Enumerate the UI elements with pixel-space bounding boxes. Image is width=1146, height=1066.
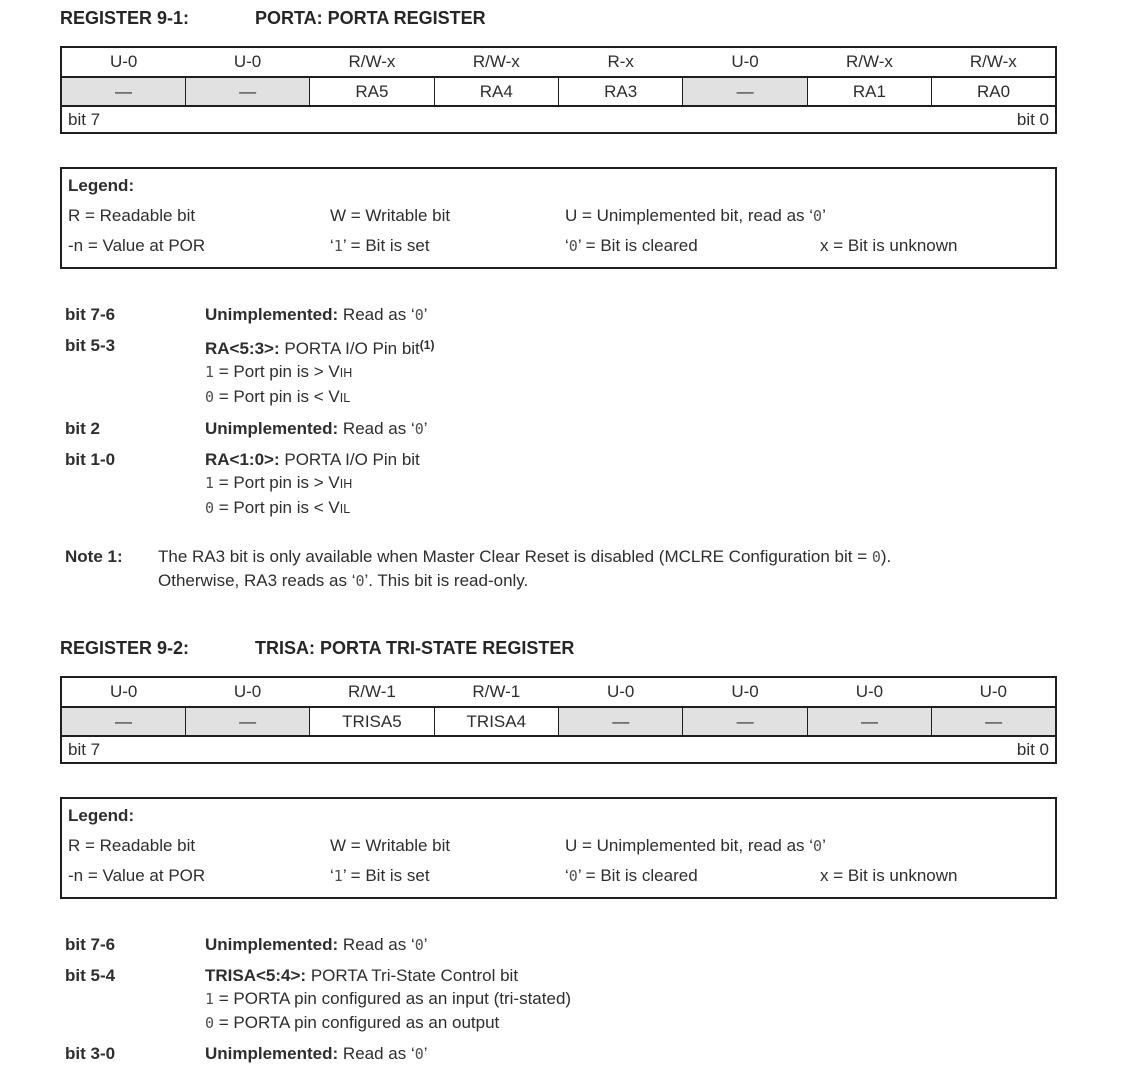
register-number: REGISTER 9-2: — [60, 638, 190, 658]
bit-value-line: 0 = PORTA pin configured as an output — [205, 1013, 500, 1032]
bit-value-line: 1 = Port pin is > VIH — [205, 362, 353, 381]
bit-range-row — [61, 736, 1056, 763]
bit-definition — [205, 334, 434, 410]
register-number: REGISTER 9-1: — [60, 8, 190, 28]
access-type-cell: R/W-1 — [310, 677, 434, 707]
bit-description-row — [60, 448, 1059, 521]
access-type-cell: U-0 — [185, 47, 309, 77]
bit-descriptions-9-1 — [60, 303, 1059, 521]
bit-name-cell: — — [61, 707, 185, 736]
msb-label: bit 7 — [68, 739, 101, 759]
bit-definition: Unimplemented: Read as ‘0’ — [205, 935, 428, 954]
bit-value-line: 0 = Port pin is < VIL — [205, 498, 351, 517]
legend-por: -n = Value at POR — [68, 866, 206, 885]
access-type-cell: U-0 — [683, 677, 807, 707]
legend-writable: W = Writable bit — [330, 206, 451, 225]
bit-description-row — [60, 334, 1059, 410]
bit-name-cell: — — [683, 707, 807, 736]
access-type-cell: R/W-1 — [434, 677, 558, 707]
bit-name-cell: TRISA5 — [310, 707, 434, 736]
bit-description-row — [60, 964, 1059, 1035]
bit-range: bit 5-4 — [65, 966, 116, 985]
register-9-1-bit-table — [60, 46, 1057, 134]
access-type-cell: U-0 — [932, 677, 1056, 707]
bit-name-cell: — — [185, 707, 309, 736]
access-type-cell: R/W-x — [310, 47, 434, 77]
bit-range: bit 3-0 — [65, 1044, 116, 1063]
legend-box-9-1 — [60, 167, 1057, 269]
legend-title: Legend: — [68, 806, 135, 825]
bit-range: bit 5-3 — [65, 336, 116, 355]
bit-range: bit 7-6 — [65, 305, 116, 324]
access-type-row — [61, 677, 1056, 707]
access-type-cell: U-0 — [61, 677, 185, 707]
register-9-1-heading — [60, 8, 1059, 29]
bit-name-cell: RA4 — [434, 77, 558, 106]
bit-range: bit 1-0 — [65, 450, 116, 469]
legend-unimplemented: U = Unimplemented bit, read as ‘0’ — [565, 836, 826, 855]
legend-title: Legend: — [68, 176, 135, 195]
bit-name-cell: — — [559, 707, 683, 736]
note-block — [60, 545, 1059, 593]
bit-definition — [205, 448, 420, 521]
legend-readable: R = Readable bit — [68, 836, 196, 855]
bit-name-cell: TRISA4 — [434, 707, 558, 736]
legend-readable: R = Readable bit — [68, 206, 196, 225]
msb-label: bit 7 — [68, 109, 101, 129]
bit-definition-name-line: RA<5:3>: PORTA I/O Pin bit$^{(1)}$ — [205, 338, 435, 358]
access-type-cell: R/W-x — [434, 47, 558, 77]
bit-name-cell: — — [807, 707, 931, 736]
access-type-cell: U-0 — [559, 677, 683, 707]
bit-name-cell: — — [185, 77, 309, 106]
access-type-cell: U-0 — [683, 47, 807, 77]
note-reference: (1) — [419, 338, 435, 352]
bit-value-line: 1 = PORTA pin configured as an input (tri-stated) — [205, 989, 572, 1008]
bit-description-row — [60, 1042, 1059, 1066]
bit-description-row — [60, 303, 1059, 327]
bit-name-cell: — — [683, 77, 807, 106]
legend-bit-unknown: x = Bit is unknown — [820, 866, 958, 885]
legend-bit-cleared: ‘0’ = Bit is cleared — [565, 236, 698, 255]
bit-name-cell: RA5 — [310, 77, 434, 106]
legend-writable: W = Writable bit — [330, 836, 451, 855]
access-type-cell: U-0 — [185, 677, 309, 707]
legend-unimplemented: U = Unimplemented bit, read as ‘0’ — [565, 206, 826, 225]
bit-name-cell: RA3 — [559, 77, 683, 106]
note-line-2: Otherwise, RA3 reads as ‘0’. This bit is read-only. — [158, 571, 529, 590]
access-type-cell: R/W-x — [932, 47, 1056, 77]
legend-bit-cleared: ‘0’ = Bit is cleared — [565, 866, 698, 885]
bit-definition-name-line: TRISA<5:4>: PORTA Tri-State Control bit — [205, 966, 519, 985]
bit-name-cell: RA0 — [932, 77, 1056, 106]
note-text — [158, 545, 891, 593]
note-label: Note 1: — [65, 547, 123, 566]
legend-grid — [68, 834, 1047, 888]
register-title: PORTA: PORTA REGISTER — [255, 8, 486, 28]
bit-definition: Unimplemented: Read as ‘0’ — [205, 1044, 428, 1063]
access-type-cell: U-0 — [61, 47, 185, 77]
bit-descriptions-9-2 — [60, 933, 1059, 1066]
bit-name-cell: — — [61, 77, 185, 106]
note-line-1: The RA3 bit is only available when Master Clear Reset is disabled (MCLRE Configuration bit = 0). — [158, 547, 892, 566]
bit-name-cell: RA1 — [807, 77, 931, 106]
bit-name-row — [61, 77, 1056, 106]
bit-range: bit 2 — [65, 419, 100, 438]
access-type-cell: R-x — [559, 47, 683, 77]
bit-value-line: 1 = Port pin is > VIH — [205, 473, 353, 492]
access-type-cell: R/W-x — [807, 47, 931, 77]
bit-range-row — [61, 106, 1056, 133]
bit-definition-name-line: RA<1:0>: PORTA I/O Pin bit — [205, 450, 420, 469]
lsb-label: bit 0 — [1016, 109, 1049, 129]
bit-definition: Unimplemented: Read as ‘0’ — [205, 305, 428, 324]
legend-por: -n = Value at POR — [68, 236, 206, 255]
bit-description-row — [60, 933, 1059, 957]
legend-grid — [68, 204, 1047, 258]
legend-bit-set: ‘1’ = Bit is set — [330, 236, 430, 255]
register-9-2-bit-table — [60, 676, 1057, 764]
register-9-2-heading — [60, 638, 1059, 659]
legend-bit-set: ‘1’ = Bit is set — [330, 866, 430, 885]
bit-definition — [205, 964, 571, 1035]
register-title: TRISA: PORTA TRI-STATE REGISTER — [255, 638, 575, 658]
legend-box-9-2 — [60, 797, 1057, 899]
bit-definition: Unimplemented: Read as ‘0’ — [205, 419, 428, 438]
bit-description-row — [60, 417, 1059, 441]
access-type-row — [61, 47, 1056, 77]
legend-bit-unknown: x = Bit is unknown — [820, 236, 958, 255]
bit-range: bit 7-6 — [65, 935, 116, 954]
bit-name-row — [61, 707, 1056, 736]
access-type-cell: U-0 — [807, 677, 931, 707]
bit-value-line: 0 = Port pin is < VIL — [205, 387, 351, 406]
lsb-label: bit 0 — [1016, 739, 1049, 759]
bit-name-cell: — — [932, 707, 1056, 736]
